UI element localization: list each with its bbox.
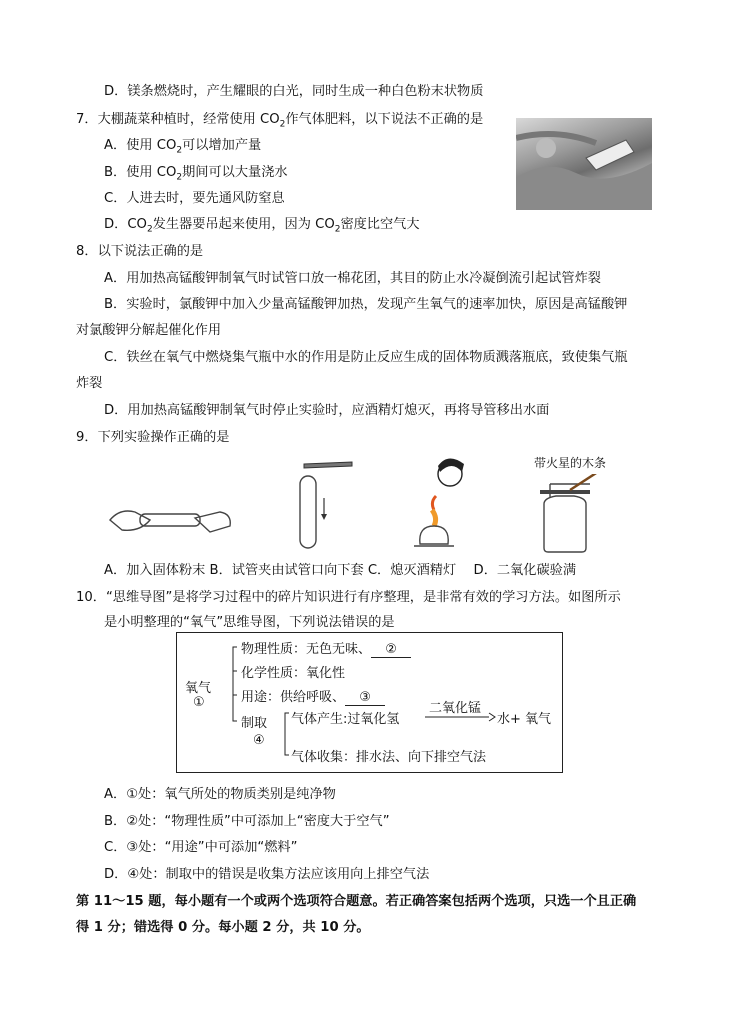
q9-figure-label: 带火星的木条	[534, 456, 607, 470]
q9-stem: 9．下列实验操作正确的是	[76, 430, 230, 445]
mind-map-gas-production: 气体产生:过氧化氢	[291, 712, 400, 727]
add-powder-figure	[100, 490, 240, 550]
q9-options: A．加入固体粉末 B．试管夹由试管口向下套 C．熄灭酒精灯 D．二氧化碳验满	[104, 563, 577, 578]
mind-map-mark-4: ④	[253, 733, 265, 748]
q10-option-a: A．①处：氧气所处的物质类别是纯净物	[104, 787, 336, 802]
q7-stem: 7．大棚蔬菜种植时，经常使用 $CO_2$作气体肥料，以下说法不正确的是	[76, 112, 484, 130]
mind-map-use: 用途：供给呼吸、 ③	[241, 686, 385, 706]
extinguish-lamp-figure	[408, 452, 478, 552]
q8-option-c-line2: 炸裂	[76, 376, 103, 391]
oxygen-mind-map	[176, 632, 563, 773]
q7-option-c: C．人进去时，要先通风防窒息	[104, 191, 285, 206]
q7-option-b: B．使用 $CO_2$期间可以大量浇水	[104, 165, 288, 183]
mind-map-prep: 制取	[241, 716, 268, 731]
q8-option-b-line1: B．实验时，氯酸钾中加入少量高锰酸钾加热，发现产生氧气的速率加快，原因是高锰酸钾	[104, 297, 628, 312]
mind-map-chemical: 化学性质：氧化性	[241, 666, 346, 681]
q10-stem-line1: 10．“思维导图”是将学习过程中的碎片知识进行有序整理，是非常有效的学习方法。如图所示	[76, 590, 621, 605]
section-instruction-line2: 得 1 分；错选得 0 分。每小题 2 分，共 10 分。	[76, 920, 370, 935]
greenhouse-photo	[516, 118, 652, 210]
q10-option-d: D．④处：制取中的错误是收集方法应该用向上排空气法	[104, 867, 430, 882]
co2-test-full-figure	[530, 474, 620, 554]
mind-map-gas-collection: 气体收集：排水法、向下排空气法	[291, 750, 487, 765]
q6-option-d: D．镁条燃烧时，产生耀眼的白光，同时生成一种白色粉末状物质	[104, 84, 484, 99]
q10-option-b: B．②处：“物理性质”中可添加上“密度大于空气”	[104, 814, 390, 829]
mind-map-mark-1: ①	[193, 695, 205, 710]
q8-stem: 8．以下说法正确的是	[76, 244, 204, 259]
mind-map-products: 水+ 氧气	[497, 712, 552, 727]
test-tube-clamp-figure	[290, 458, 360, 550]
q8-option-c-line1: C．铁丝在氧气中燃烧集气瓶中水的作用是防止反应生成的固体物质溅落瓶底，致使集气瓶	[104, 350, 628, 365]
mind-map-catalyst: 二氧化锰	[429, 701, 482, 716]
q7-option-a: A．使用 $CO_2$可以增加产量	[104, 138, 262, 156]
q10-stem-line2: 是小明整理的“氧气”思维导图，下列说法错误的是	[104, 615, 395, 630]
q7-option-d: D．$CO_2$发生器要吊起来使用，因为 $CO_2$密度比空气大	[104, 217, 420, 235]
q8-option-a: A．用加热高锰酸钾制氧气时试管口放一棉花团，其目的防止水冷凝倒流引起试管炸裂	[104, 271, 601, 286]
mind-map-root: 氧气	[185, 681, 212, 696]
mind-map-physical: 物理性质：无色无味、 ②	[241, 638, 411, 658]
q8-option-d: D．用加热高锰酸钾制氧气时停止实验时，应酒精灯熄灭，再将导管移出水面	[104, 403, 550, 418]
q8-option-b-line2: 对氯酸钾分解起催化作用	[76, 323, 222, 338]
q10-option-c: C．③处：“用途”中可添加“燃料”	[104, 840, 298, 855]
section-instruction-line1: 第 11～15 题，每小题有一个或两个选项符合题意。若正确答案包括两个选项，只选一个且正确	[76, 894, 637, 909]
